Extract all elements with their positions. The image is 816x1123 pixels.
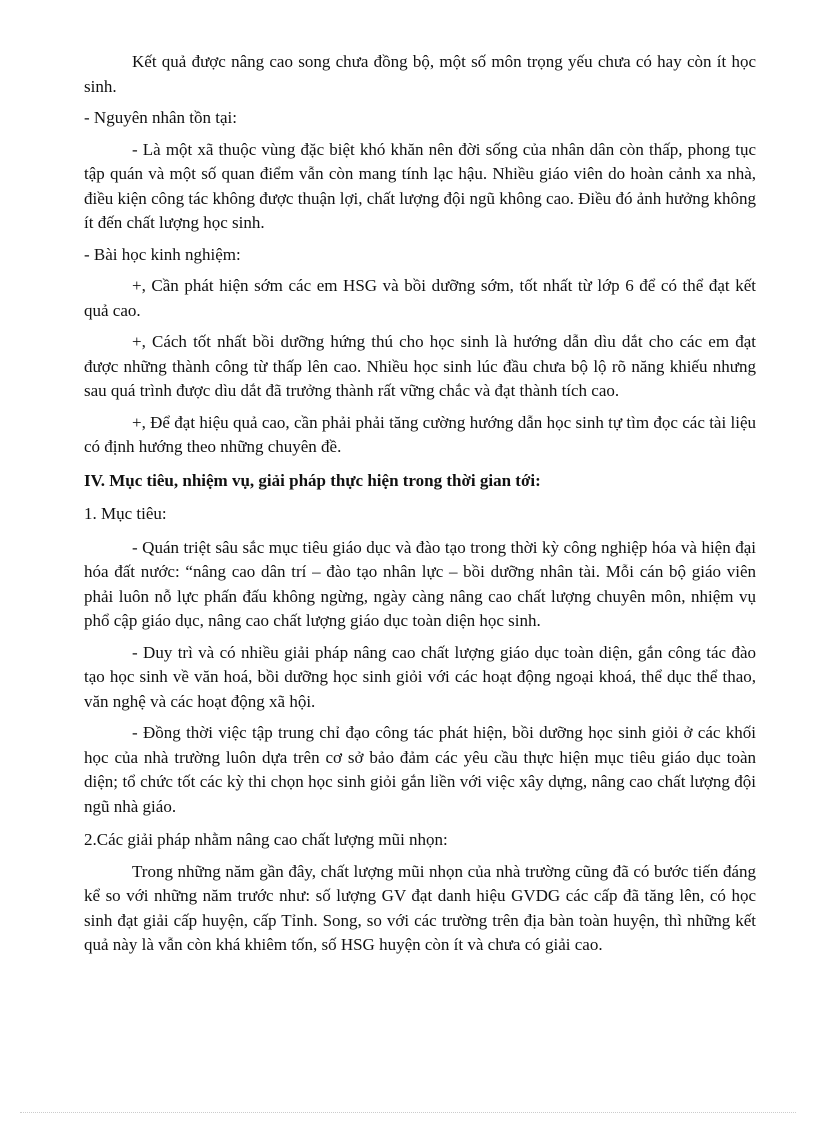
objective-item-3: - Đồng thời việc tập trung chỉ đạo công tác phát hiện, bồi dưỡng học sinh giỏi ở các khối học của nhà trường luôn dựa trên cơ sở bảo đảm các yêu cầu thực hiện mục tiêu giáo dục toàn diện; tổ chức tốt các kỳ thi chọn học sinh giỏi gắn liền với việc xây dựng, nâng cao chất lượng đội ngũ nhà giáo. (84, 723, 756, 816)
section-heading-iv: IV. Mục tiêu, nhiệm vụ, giải pháp thực hiện trong thời gian tới: (84, 470, 541, 490)
subheading-lessons: - Bài học kinh nghiệm: (84, 244, 241, 264)
lesson-item-1: +, Cần phát hiện sớm các em HSG và bồi dưỡng sớm, tốt nhất từ lớp 6 để có thể đạt kết quả cao. (84, 276, 756, 320)
paragraph-solutions: Trong những năm gần đây, chất lượng mũi nhọn của nhà trường cũng đã có bước tiến đáng kể so với những năm trước như: số lượng GV đạt danh hiệu GVDG các cấp đã tăng lên, có học sinh đạt giải cấp huyện, cấp Tỉnh. Song, so với các trường trên địa bàn toàn huyện, thì những kết quả này là vẫn còn khá khiêm tốn, số HSG huyện còn ít và chưa có giải cao. (84, 861, 756, 954)
objective-item-1: - Quán triệt sâu sắc mục tiêu giáo dục và đào tạo trong thời kỳ công nghiệp hóa và hiện đại hóa đất nước: “nâng cao dân trí – đào tạo nhân lực – bồi dưỡng nhân tài. Mỗi cán bộ giáo viên phải luôn nỗ lực phấn đấu không ngừng, ngày càng nâng cao chất lượng chuyên môn, nhiệm vụ phổ cập giáo dục, nâng cao chất lượng giáo dục toàn diện học sinh. (84, 537, 756, 630)
paragraph-results: Kết quả được nâng cao song chưa đồng bộ, một số môn trọng yếu chưa có hay còn ít học sinh. (84, 52, 756, 96)
page-bottom-divider (20, 1112, 796, 1113)
document-page (84, 50, 756, 958)
objective-item-2: - Duy trì và có nhiều giải pháp nâng cao chất lượng giáo dục toàn diện, gắn công tác đào tạo học sinh về văn hoá, bồi dưỡng học sinh giỏi với các hoạt động ngoại khoá, thể dục thể thao, văn nghệ và các hoạt động xã hội. (84, 642, 756, 711)
lesson-item-2: +, Cách tốt nhất bồi dưỡng hứng thú cho học sinh là hướng dẫn dìu dắt cho các em đạt được những thành công từ thấp lên cao. Nhiều học sinh lúc đầu chưa bộ lộ rõ năng khiếu nhưng sau quá trình được dìu dắt đã trưởng thành rất vững chắc và đạt thành tích cao. (84, 332, 756, 400)
subheading-solutions: 2.Các giải pháp nhằm nâng cao chất lượng mũi nhọn: (84, 830, 448, 849)
subheading-objectives: 1. Mục tiêu: (84, 504, 167, 523)
paragraph-causes: - Là một xã thuộc vùng đặc biệt khó khăn nên đời sống của nhân dân còn thấp, phong tục tập quán và một số quan điểm vẫn còn mang tính lạc hậu. Nhiều giáo viên do hoàn cảnh xa nhà, điều kiện công tác không được thuận lợi, chất lượng đội ngũ không cao. Điều đó ảnh hưởng không ít đến chất lượng học sinh. (84, 139, 756, 232)
lesson-item-3: +, Để đạt hiệu quả cao, cần phải phải tăng cường hướng dẫn học sinh tự tìm đọc các tài liệu có định hướng theo những chuyên đề. (84, 412, 756, 456)
subheading-causes: - Nguyên nhân tồn tại: (84, 108, 237, 127)
